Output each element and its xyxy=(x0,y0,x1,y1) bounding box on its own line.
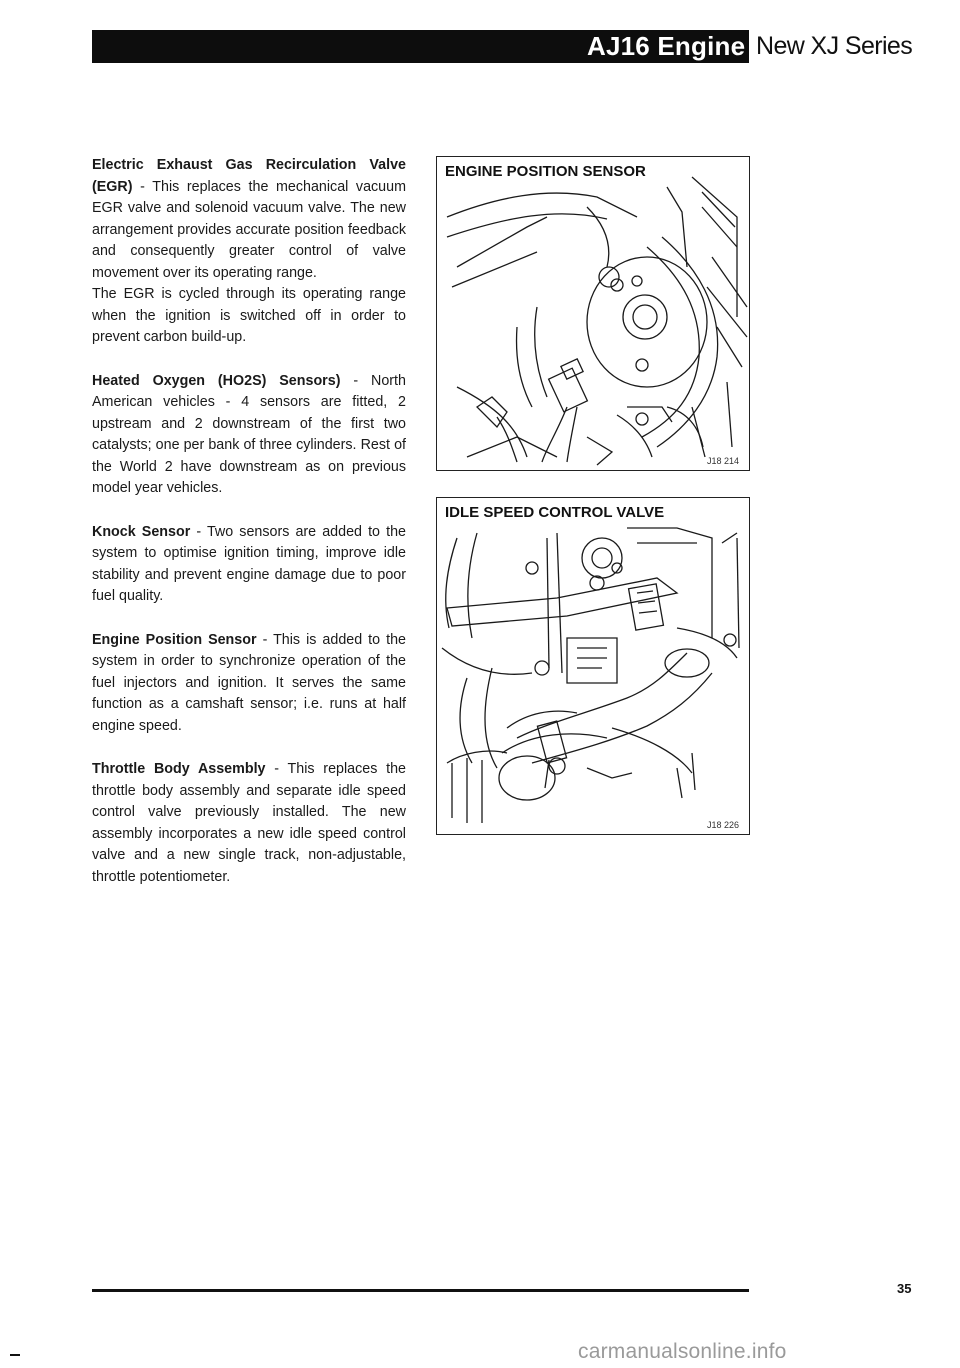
section-ho2s xyxy=(92,371,406,500)
section-heading: Knock Sensor xyxy=(92,523,191,540)
section-body: - Two sensors are added to the system to optimise ignition timing, improve idle stability and prevent engine damage due to poor fuel quality. xyxy=(92,523,406,604)
section-heading: Heated Oxygen (HO2S) Sensors) xyxy=(92,372,341,389)
engine-position-sensor-illustration xyxy=(437,157,749,470)
section-body: - This is added to the system in order to synchronize operation of the fuel injectors and ignition. It serves the same function as a camshaft sensor; i.e. runs at half engine speed. xyxy=(92,631,406,734)
figure-title: ENGINE POSITION SENSOR xyxy=(445,163,650,180)
page-number: 35 xyxy=(897,1281,912,1296)
section-heading: Throttle Body Assembly xyxy=(92,761,266,777)
section-body-continued: The EGR is cycled through its operating range when the ignition is switched off in order to prevent carbon build-up. xyxy=(92,286,406,345)
figure-code: J18 214 xyxy=(706,456,739,466)
section-body: - This replaces the mechanical vacuum EGR valve and solenoid vacuum valve. The new arrangement provides accurate position feedback and consequently greater control of valve movement over its operating range. xyxy=(92,178,406,281)
section-heading: Engine Position Sensor xyxy=(92,631,257,648)
section-egr xyxy=(92,155,406,349)
header-title: AJ16 Engine xyxy=(587,31,746,61)
watermark[interactable]: carmanualsonline.info xyxy=(578,1340,787,1363)
section-body: - This replaces the throttle body assembly and separate idle speed control valve previously installed. The new assembly incorporates a new idle speed control valve and a new single track, non-adjustable, throttle potentiometer. xyxy=(92,761,406,885)
section-engine-position-sensor xyxy=(92,630,406,738)
section-body: - North American vehicles - 4 sensors are fitted, 2 upstream and 2 downstream of the first two catalysts; one per bank of three cylinders. Rest of the World 2 have downstream as on previous model year vehicles. xyxy=(92,372,406,496)
header-series: New XJ Series xyxy=(756,32,913,60)
figure-code: J18 226 xyxy=(706,820,739,830)
section-knock-sensor xyxy=(92,522,406,608)
section-heading: Electric Exhaust Gas Recirculation Valve (EGR) xyxy=(92,157,406,195)
figure-title: IDLE SPEED CONTROL VALVE xyxy=(445,504,668,521)
section-throttle-body xyxy=(92,759,406,888)
figure-idle-speed-control-valve xyxy=(436,497,750,835)
body-text-column xyxy=(92,155,406,910)
figure-engine-position-sensor xyxy=(436,156,750,471)
scan-artifact-dash xyxy=(10,1354,20,1356)
footer-rule xyxy=(92,1289,749,1292)
idle-speed-control-valve-illustration xyxy=(437,498,749,834)
